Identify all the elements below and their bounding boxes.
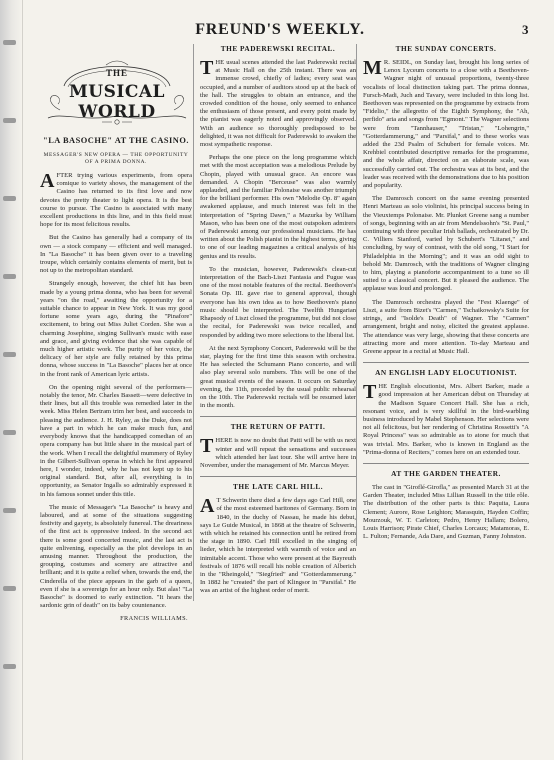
drop-cap: T xyxy=(200,57,214,79)
article-subhead: MESSAGER'S NEW OPERA — THE OPPORTUNITY OF A PRIMA DONNA. xyxy=(43,152,189,165)
binding-ring xyxy=(3,196,16,201)
paragraph xyxy=(200,437,356,470)
section-heading: THE LATE CARL HILL. xyxy=(200,476,356,491)
binding-ring xyxy=(3,430,16,435)
logo-the: THE xyxy=(105,68,128,78)
paragraph xyxy=(200,497,356,595)
paragraph-text: HE English elocutionist, Mrs. Albert Barker, made a good impression at her American début on Thursday at the Madison Square Concert Hall. She has a rich, resonant voice, and is very skillful in the bird-warbling business introduced by Mabel Stephenson. Her selections were not all felicitous, but her rendering of Christina Rossetti's "A Royal Princess" was so admirable as to atone for much that was trivial. Mrs. Barker, who is known in England as the "Prima-donna of Reciters," comes here on an extended tour. xyxy=(363,383,529,456)
paragraph xyxy=(363,383,529,457)
section-heading: AN ENGLISH LADY ELOCUTIONIST. xyxy=(363,362,529,377)
drop-cap: A xyxy=(40,170,55,192)
binding-ring xyxy=(3,586,16,591)
section-heading: THE SUNDAY CONCERTS. xyxy=(395,44,497,53)
column-left xyxy=(40,56,192,622)
paragraph: The Damrosch orchestra played the "Fest Klaenge" of Liszt, a suite from Bizet's "Carmen," Tschaikowsky's Suite for strings, and "Isolde's Death" of Wagner. The "Carmen" arrangement, bright and noisy, elicited the greatest applause. The attendance was very large, showing that these concerts are attracting more and more attention. To-day Marteau and Greene appear in a recital at Music Hall. xyxy=(363,298,529,355)
column-middle xyxy=(193,44,356,601)
drop-cap: A xyxy=(200,495,215,518)
paragraph: At the next Symphony Concert, Paderewski will be the star, playing for the first time this season with orchestra. He has selected the Schumann Piano concerto, and will also play several solo numbers. This will be one of the great musical events of the season. It occurs on Saturday evening, the 11th, preceded by the usual public rehearsal on the 10th. The Paderewski recitals will be resumed later in the month. xyxy=(200,344,356,410)
paragraph-text: T Schwerin there died a few days ago Carl Hill, one of the most esteemed baritones of Germany. Born in 1840, in the duchy of Nassau, he made his debut, says Le Guide Musical, in 1868 at the theatre of Schwerin, with which he retained his connection until he retired from the stage in 1890. Carl Hill excelled in the singing of lieder, which he interpreted with warmth of voice and an inimitable accent. Those who were present at the Bayreuth festivals of 1876 will recall his noble creation of Alberich in the "Rheingold," "Siegfried" and "Gotterdammerung." In 1882 he "created" the part of Klingsor in "Parsifal." He was an artist of the highest order of merit. xyxy=(200,497,356,595)
paragraph: The music of Messager's "La Basoche" is heavy and laboured, and at some of the situations suggesting festivity and gayety, is absolutely funereal. The dreariness of the first act is oppressive indeed. In the second act there is some good concerted music, and the last act is quite enlivening, especially as the plot develops in an amusing manner. Throughout the production, the grouping, costumes and scenery are attractive and brilliant; and it is quite a relief when, towards the end, the Cinderella of the piece appears in the garb of a queen, even if she is a sovereign for an hour only. But alas! "La Basoche" is doomed to early extinction. "It hears the sardonic grin of death" on its baby countenance. xyxy=(40,503,192,610)
section-heading: THE PADEREWSKI RECITAL. xyxy=(220,44,336,53)
binding-ring xyxy=(3,352,16,357)
paragraph xyxy=(200,59,356,149)
paragraph xyxy=(40,172,192,229)
author-signature: FRANCIS WILLIAMS. xyxy=(120,615,188,623)
binding-ring xyxy=(3,664,16,669)
drop-cap: M xyxy=(363,57,382,79)
musical-world-logo xyxy=(42,56,192,130)
paragraph-text: FTER trying various experiments, from opera comique to variety shows, the management of the Casino has returned to its first love and now devotes the pretty theater to light opera. It is the best course to pursue. The Casino is associated with many excellent productions in this line, and in this field must hope for its most felicitous results. xyxy=(40,172,192,229)
binding-spine xyxy=(0,0,23,760)
paragraph: The Damrosch concert on the same evening presented Henri Marteau as solo violinist, his principal success being in the Vieuxtemps Polonaise. Mr. Plunket Greene sang a number of songs, beginning with an air from Mendelssohn's "St. Paul," continuing with three peculiar Irish ballads, orchestrated by Dr. C. Villiers Stanford, varied by Schubert's "Litanei," and concluding, by way of contrast, with the old song, "I Start for Philadelphia in the Morning"; and it was an odd sight to behold Mr. Damrosch, with the traditions of Wagner clinging to him, playing a pianoforte accompaniment to a tune so ill suited to a classical concert. But it pleased the audience. The applause was loud and prolonged. xyxy=(363,195,529,293)
logo-main: MUSICAL WORLD xyxy=(68,82,166,122)
section-heading: AT THE GARDEN THEATER. xyxy=(363,463,529,478)
paragraph-text: R. SEIDL, on Sunday last, brought his long series of Lenox Lyceum concerts to a close with a Beethoven-Wagner night of unusual proportions, twenty-three vocalists of local distinction taking part. The prima donnas, Fursch-Madi, Juch and Tavary, were included in this long list. Beethoven was represented on the programme by extracts from "Fidelio," the allegretto of the Eighth Symphony, the "Ah, perfido" aria and songs from "Egmont." The Wagner selections were from "Tannhauser," "Tristan," "Lohengrin," "Gotterdammerung," and "Parsifal," and to these works was added the 23d Psalm of Schubert for female voices. Mr. Krehbiel contributed descriptive remarks for the programme, and the whole affair, directed on an elaborate scale, was successfully carried out. The orchestra was at its best, and the leader was received with the demonstrations due to his position and popularity. xyxy=(363,59,529,190)
paragraph: But the Casino has generally had a company of its own — a stock company — efficient and well managed. In "La Basoche" it has been given over to a traveling troupe, which certainly contains elements of merit, but is not up to the metropolitan standard. xyxy=(40,234,192,275)
paragraph-text: HERE is now no doubt that Patti will be with us next winter and will repeat the sensations and successes which attended her last tour. She will arrive here in November, under the management of Mr. Marcus Meyer. xyxy=(200,437,356,469)
paragraph: The cast in "Giroflé-Girofla," as presented March 31 at the Garden Theater, included Miss Lillian Russell in the title rôle. The distribution of the other parts is this: Paquita, Laura Clement; Aurore, Rose Leighton; Marasquin, Hayden Coffin; Mourzouk, W. T. Carleton; Pedro, Henry Hallam; Bolero, Louis Harrison; Pirate Chief, Charles Lorcaux; Matamoras, E. L. Fulton; Fernande, Ada Dare, and Guzman, Fanny Johnston. xyxy=(363,483,529,541)
paragraph: On the opening night several of the performers—notably the tenor, Mr. Charles Bassett—were defective in their lines, but all this trouble was remedied later in the week. Miss Helen Bertram trim her best, and succeeds in pleasing the audience. J. H. Ryley, as the Duke, does not have a part in which he can make much fun, and everybody knows that the handicapped comedian of an opera company has but little share in the musical part of the work. When I recall the delightful mummery of Ryley in the Gilbert-Sullivan operas in which he first appeared here, I wonder, indeed, why he has not kept up to his original standard. But, after all, everything is in opportunity, as Senator Ingalls so admirably expressed it in his famous sonnet under this title. xyxy=(40,383,192,498)
paragraph-text: HE usual scenes attended the last Paderewski recital at Music Hall on the 25th instant. There was an immense crowd, chiefly of ladies; every seat was occupied, and a number of auditors stood up at the back of the hall. The struggles to obtain an entrance, and the crowded condition of the house, only seemed to enhance the enthusiasm of those present, and every point made by the pianist was eagerly noted and approvingly observed. With an audience so thoroughly predisposed to be delighted, it was not difficult for Paderewski to awaken the most sympathetic response. xyxy=(200,59,356,149)
section-heading: THE RETURN OF PATTI. xyxy=(200,416,356,431)
column-right xyxy=(356,44,529,546)
paragraph xyxy=(363,59,529,190)
binding-ring xyxy=(3,274,16,279)
page-number: 3 xyxy=(522,22,529,37)
page-header-title: FREUND'S WEEKLY. xyxy=(195,21,365,38)
drop-cap: T xyxy=(363,381,377,404)
paragraph: To the musician, however, Paderewski's clean-cut interpretation of the Bach-Liszt Fantasia and Fugue was one of the most notable features of the recital. Beethoven's Sonata Op. III. gave rise to general approval, though everyone has his own idea as to how Beethoven's piano music should be interpreted. The Twelfth Hungarian Rhapsody of Liszt closed the programme, but did not close the recital, for Paderewski was twice recalled, and responded by adding two more selections to the liberal list. xyxy=(200,265,356,339)
article-title: "LA BASOCHE" AT THE CASINO. xyxy=(43,136,189,145)
binding-ring xyxy=(3,40,16,45)
binding-ring xyxy=(3,118,16,123)
paragraph: Perhaps the one piece on the long programme which met with the most acceptation was a melodious Prelude by Chopin, played with unusual grace. An encore was demanded. A Chopin "Berceuse" was also warmly applauded, and the familiar Polonaise was another triumph for the brilliant performer. His own "Melodie Op. 8" again awakened applause, and much interest was felt in the interpretation of "Spring Dawn," a Mazurka by William Mason, who has been one of the most outspoken admirers of Paderewski among our professional musicians. He has written about the Polish pianist in the highest terms, giving to one of our leading magazines a critical analysis of his genius and its results. xyxy=(200,154,356,260)
drop-cap: T xyxy=(200,435,214,458)
paragraph: Strangely enough, however, the chief hit has been made by a young prima donna, who has been for several years "on the road," awaiting the opportunity for a suitable chance to appear in New York. It was my good fortune some years ago, during the "Pinafore" excitement, to bring out Miss Juliet Corden. She was a charming Josephine, singing Sullivan's music with ease and grace, and giving evidence that she was capable of much higher artistic work. The purity of her voice, the delicacy of her style are fully retained by this prima donna, whose success in "La Basoche" places her at once in the front rank of American lyric artists. xyxy=(40,280,192,378)
binding-ring xyxy=(3,508,16,513)
